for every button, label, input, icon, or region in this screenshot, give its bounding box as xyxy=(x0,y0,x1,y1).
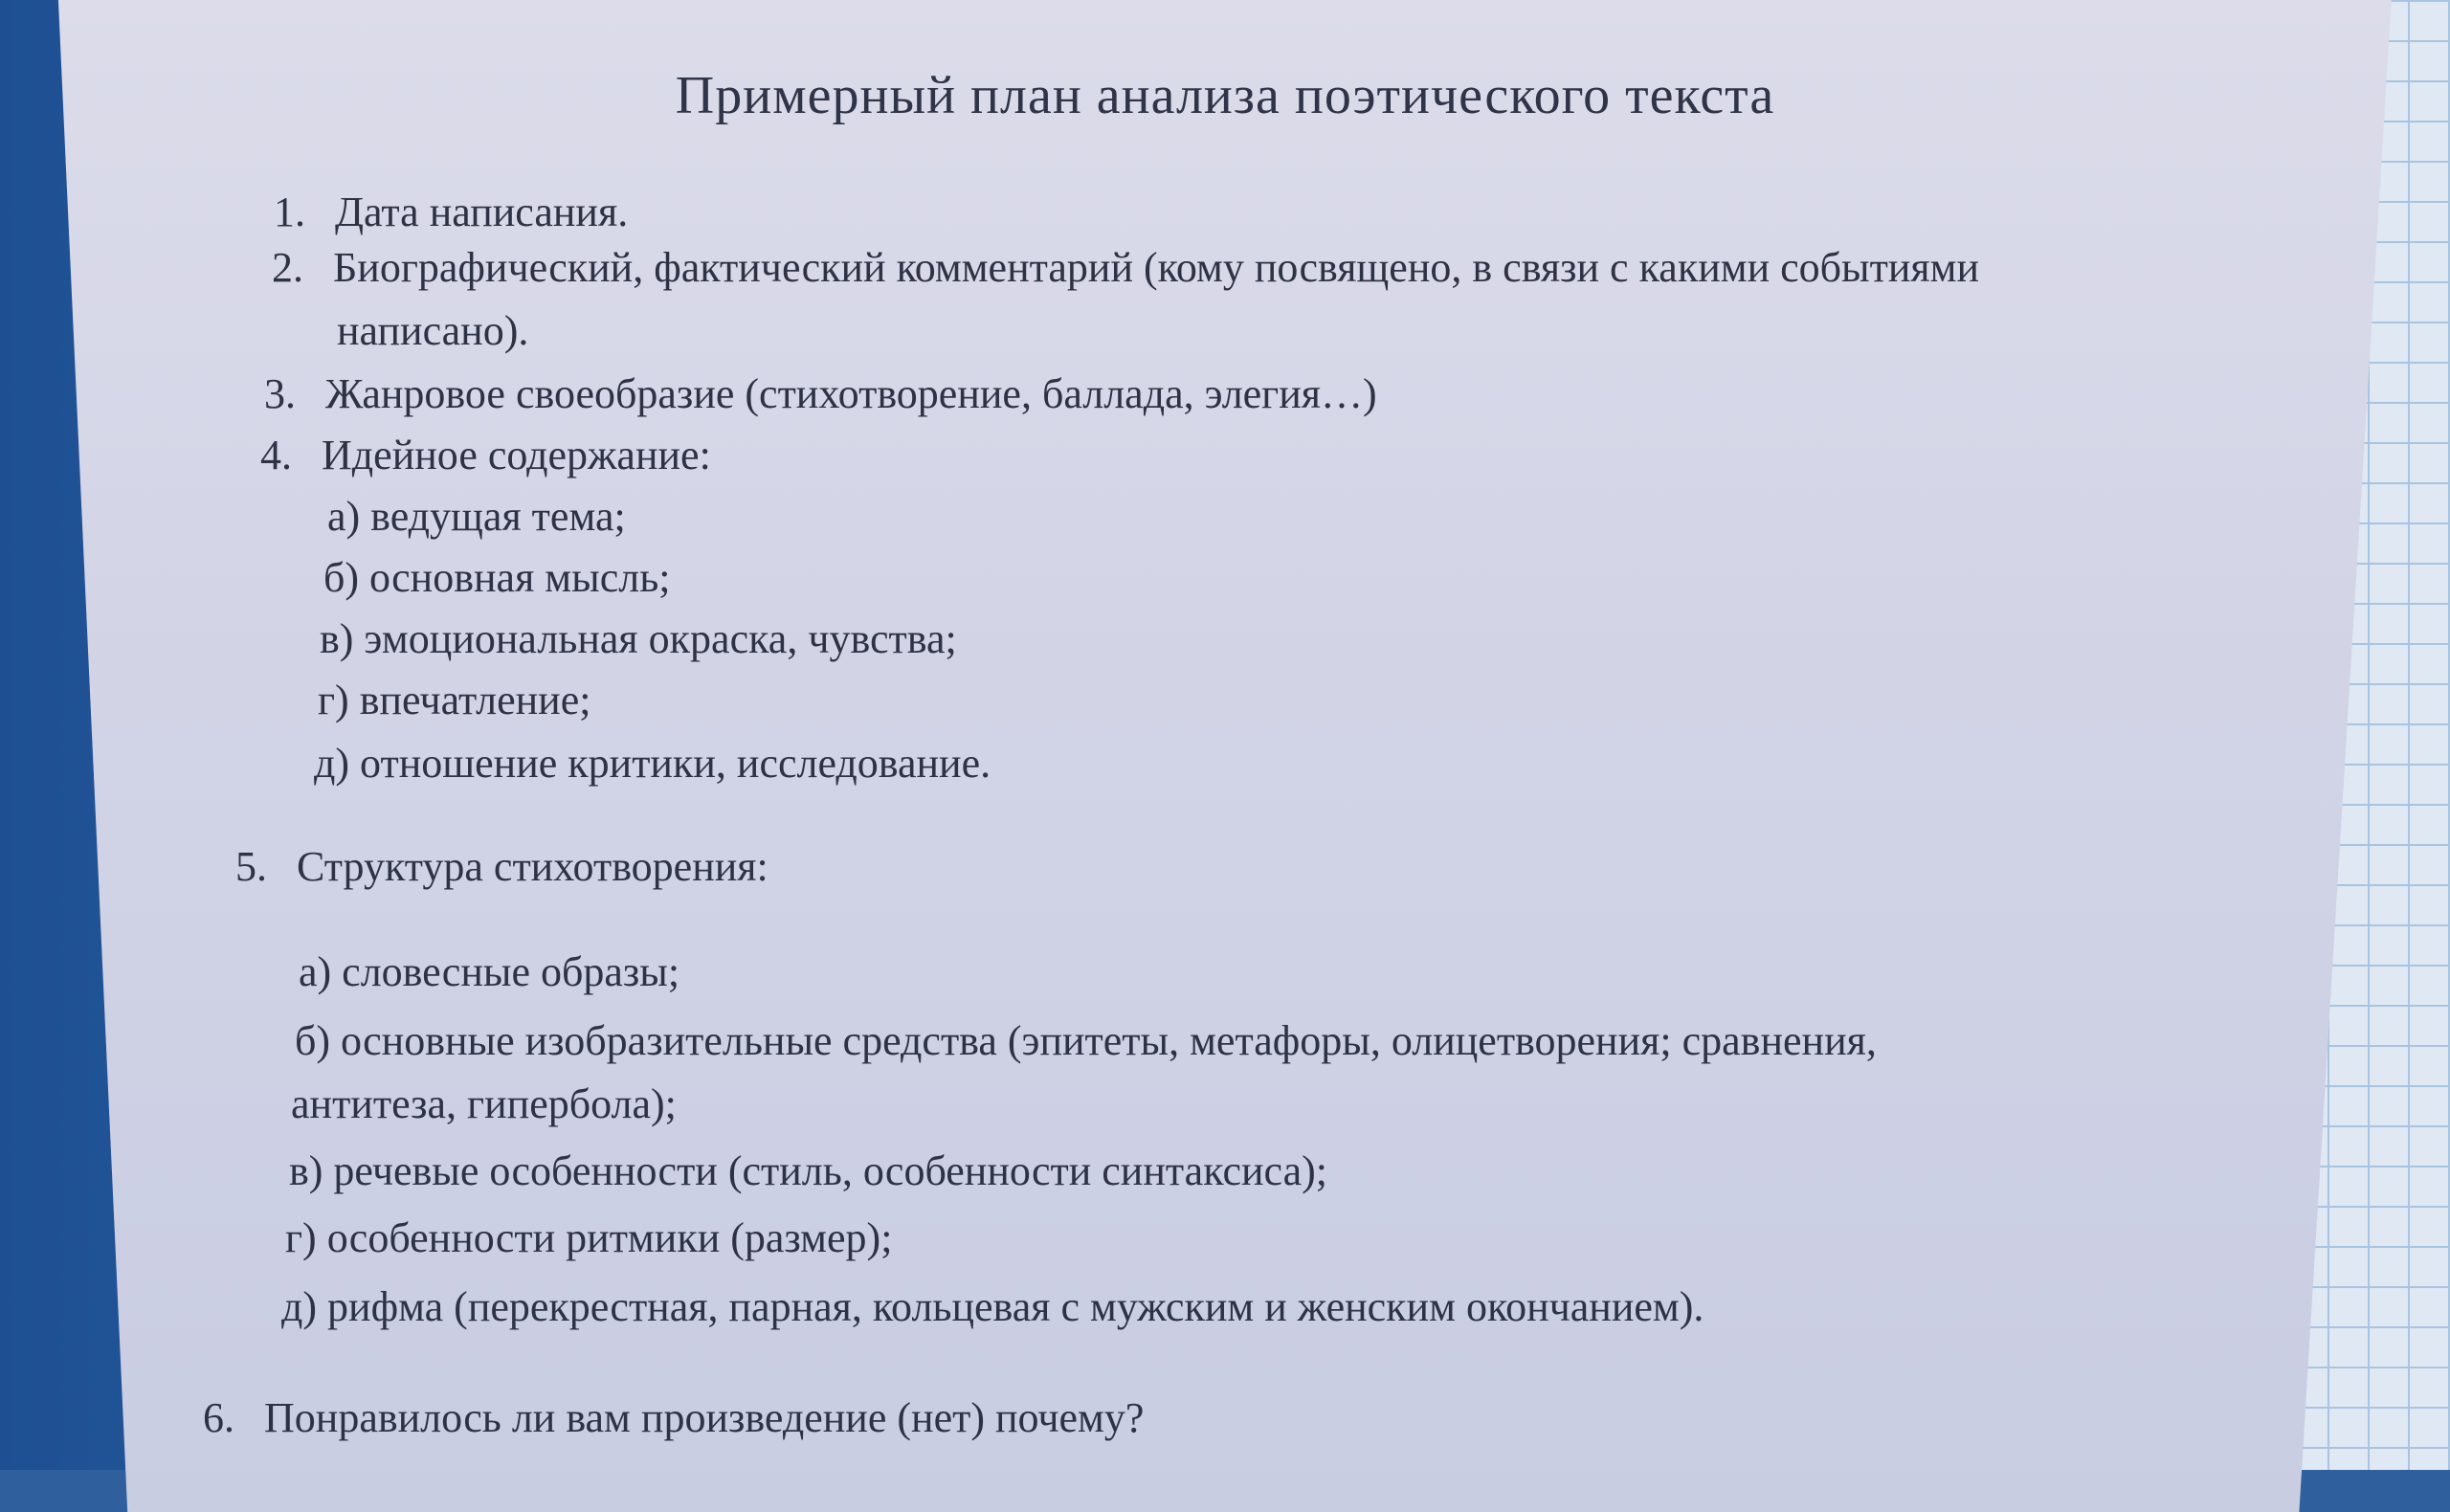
item-text: Жанровое своеобразие (стихотворение, баллада, элегия…) xyxy=(325,370,1377,417)
list-item-6 xyxy=(203,1393,1144,1443)
item-number: 6. xyxy=(203,1394,234,1441)
item-number: 5. xyxy=(235,843,267,890)
item-number: 2. xyxy=(272,244,303,291)
subitem-4a: а) ведущая тема; xyxy=(327,493,626,540)
item-text: Понравилось ли вам произведение (нет) почему? xyxy=(264,1394,1145,1441)
document-title: Примерный план анализа поэтического текста xyxy=(675,66,1775,125)
item-number: 4. xyxy=(260,432,292,478)
list-item-5 xyxy=(235,842,768,892)
item-text: Биографический, фактический комментарий (кому посвящено, в связи с какими событиями xyxy=(333,244,1980,291)
subitem-5c: в) речевые особенности (стиль, особенности синтаксиса); xyxy=(289,1147,1328,1194)
item-text: Структура стихотворения: xyxy=(297,843,768,890)
subitem-5b-continuation: антитеза, гипербола); xyxy=(291,1080,677,1127)
list-item-2 xyxy=(272,243,1979,293)
list-item-1 xyxy=(274,188,628,237)
subitem-4c: в) эмоциональная окраска, чувства; xyxy=(320,615,957,662)
item-text: Идейное содержание: xyxy=(322,432,711,478)
subitem-4d: г) впечатление; xyxy=(318,677,591,723)
list-item-3 xyxy=(264,369,1377,419)
list-item-4 xyxy=(260,431,711,480)
item-number: 1. xyxy=(274,189,305,235)
item-text: Дата написания. xyxy=(335,189,629,235)
subitem-5d: г) особенности ритмики (размер); xyxy=(285,1214,893,1261)
subitem-5a: а) словесные образы; xyxy=(299,948,680,995)
subitem-4e: д) отношение критики, исследование. xyxy=(314,740,991,787)
subitem-5e: д) рифма (перекрестная, парная, кольцевая с мужским и женским окончанием). xyxy=(281,1283,1704,1330)
item-number: 3. xyxy=(264,370,296,417)
subitem-4b: б) основная мысль; xyxy=(323,554,671,601)
subitem-5b: б) основные изобразительные средства (эпитеты, метафоры, олицетворения; сравнения, xyxy=(295,1017,1877,1064)
list-item-2-continuation: написано). xyxy=(337,307,529,354)
